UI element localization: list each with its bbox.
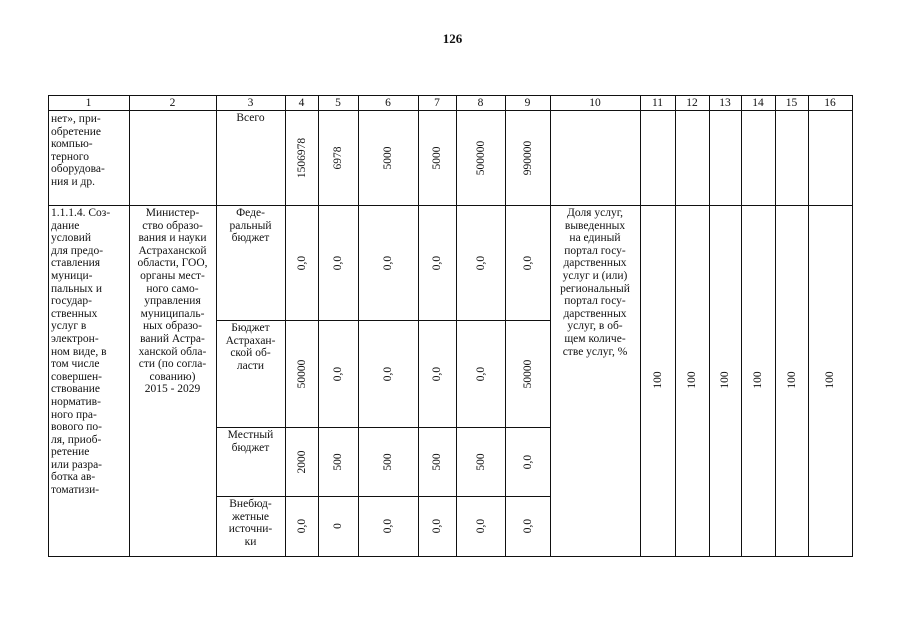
- indicator-description: Доля услуг, выведенных на единый портал госу- дарственных услуг и (или) региональный портал госу- дарственных услуг, в об- щем количе- стве услуг, %: [560, 207, 630, 358]
- prev-source-label: Всего: [236, 112, 265, 124]
- header-col-14: 14: [752, 97, 764, 109]
- header-col-11: 11: [651, 97, 664, 109]
- regional-budget-amount-col-7: 0,0: [431, 366, 443, 381]
- header-col-9: 9: [524, 97, 531, 109]
- target-value-col-16: 100: [824, 371, 836, 389]
- local-budget-label: Местный бюджет: [227, 429, 274, 454]
- regional-budget-amount-col-4: 50000: [295, 359, 308, 388]
- grid-line-h-top: [48, 95, 853, 96]
- grid-line-h-source-sep-1: [216, 427, 551, 428]
- grid-line-v-col-10-body: [640, 205, 641, 557]
- prev-activity-text: нет», при- обретение компью- терного оборудова- ния и др.: [51, 113, 105, 188]
- grid-line-h-row-separator: [48, 205, 853, 206]
- grid-line-v-col-13-prev: [741, 110, 742, 206]
- federal-budget-label: Феде- ральный бюджет: [229, 207, 272, 245]
- extrabudgetary-label: Внебюд- жетные источни- ки: [228, 498, 273, 548]
- header-col-10: 10: [589, 97, 601, 109]
- local-budget-amount-col-8: 500: [474, 452, 487, 471]
- grid-line-h-header-bottom: [48, 110, 853, 111]
- activity-description: 1.1.1.4. Соз- дание условий для предо- ставления муници- пальных и государ- ственных услуг в электрон- ном виде, в том числе совершен- ствование норматив- ного пра- вового по- ля, приоб- ретение или разра- ботка ав- томатизи-: [51, 207, 111, 497]
- prev-amount-col-5: 6978: [332, 146, 344, 169]
- extrabudgetary-amount-col-4: 0,0: [295, 518, 308, 534]
- regional-budget-amount-col-9: 50000: [521, 359, 534, 388]
- local-budget-amount-col-9: 0,0: [521, 454, 534, 469]
- prev-amount-col-7: 5000: [431, 146, 443, 169]
- grid-line-v-col-10-prev: [640, 110, 641, 206]
- grid-line-v-col-16: [852, 95, 853, 557]
- header-col-13: 13: [719, 97, 731, 109]
- grid-line-v-col-11-prev: [675, 110, 676, 206]
- local-budget-amount-col-4: 2000: [295, 450, 308, 473]
- header-col-6: 6: [385, 97, 391, 109]
- grid-line-v-col-2: [216, 95, 217, 557]
- grid-line-v-col-8: [505, 95, 506, 557]
- prev-amount-col-9: 990000: [521, 140, 534, 175]
- header-col-15: 15: [785, 97, 798, 109]
- page-number: 126: [442, 31, 463, 46]
- grid-line-v-col-0: [48, 95, 49, 557]
- extrabudgetary-amount-col-9: 0,0: [521, 518, 534, 534]
- header-col-16: 16: [824, 97, 836, 109]
- grid-line-v-col-14-prev: [775, 110, 776, 206]
- grid-line-h-bottom: [48, 556, 853, 557]
- federal-budget-amount-col-5: 0,0: [332, 255, 344, 270]
- header-col-5: 5: [335, 97, 341, 109]
- local-budget-amount-col-5: 500: [332, 452, 344, 471]
- extrabudgetary-amount-col-8: 0,0: [474, 518, 487, 534]
- grid-line-h-source-sep-0: [216, 320, 551, 321]
- grid-line-v-col-6: [418, 95, 419, 557]
- federal-budget-amount-col-9: 0,0: [521, 255, 534, 270]
- grid-line-v-col-12-prev: [709, 110, 710, 206]
- regional-budget-amount-col-6: 0,0: [382, 366, 394, 381]
- grid-line-v-col-1: [129, 95, 130, 557]
- regional-budget-label: Бюджет Астрахан- ской об- ласти: [225, 322, 276, 372]
- local-budget-amount-col-6: 500: [382, 452, 394, 471]
- grid-line-v-col-15-body: [808, 205, 809, 557]
- federal-budget-amount-col-8: 0,0: [474, 255, 487, 270]
- grid-line-v-col-13-body: [741, 205, 742, 557]
- target-value-col-11: 100: [651, 371, 664, 389]
- grid-line-v-col-14-body: [775, 205, 776, 557]
- header-col-7: 7: [434, 97, 440, 109]
- federal-budget-amount-col-7: 0,0: [431, 255, 443, 270]
- federal-budget-amount-col-6: 0,0: [382, 255, 394, 270]
- target-value-col-14: 100: [752, 371, 764, 389]
- grid-line-v-col-15-prev: [808, 110, 809, 206]
- grid-line-v-col-11-body: [675, 205, 676, 557]
- extrabudgetary-amount-col-6: 0,0: [382, 518, 394, 534]
- local-budget-amount-col-7: 500: [431, 452, 443, 471]
- header-col-4: 4: [298, 97, 305, 109]
- prev-amount-col-4: 1506978: [295, 137, 308, 178]
- extrabudgetary-amount-col-5: 0: [332, 523, 344, 529]
- grid-line-h-source-sep-2: [216, 496, 551, 497]
- prev-amount-col-8: 500000: [474, 140, 487, 175]
- regional-budget-amount-col-5: 0,0: [332, 366, 344, 381]
- header-col-1: 1: [85, 97, 92, 109]
- federal-budget-amount-col-4: 0,0: [295, 255, 308, 270]
- header-col-2: 2: [169, 97, 176, 109]
- target-value-col-12: 100: [686, 371, 698, 389]
- responsible-executors: Министер- ство образо- вания и науки Астраханской области, ГОО, органы мест- ного само- управления муниципаль- ных образо- ваний Астра- ханской обла- сти (по согла- сованию) 2015 - 2029: [137, 207, 208, 396]
- grid-line-v-col-4: [318, 95, 319, 557]
- header-col-12: 12: [686, 97, 698, 109]
- grid-line-v-col-3: [285, 95, 286, 557]
- extrabudgetary-amount-col-7: 0,0: [431, 518, 443, 534]
- header-col-8: 8: [477, 97, 484, 109]
- header-col-3: 3: [247, 97, 254, 109]
- grid-line-v-col-12-body: [709, 205, 710, 557]
- target-value-col-15: 100: [785, 371, 798, 389]
- prev-amount-col-6: 5000: [382, 146, 394, 169]
- grid-line-v-col-9: [550, 95, 551, 557]
- regional-budget-amount-col-8: 0,0: [474, 366, 487, 381]
- grid-line-v-col-5: [358, 95, 359, 557]
- grid-line-v-col-7: [456, 95, 457, 557]
- target-value-col-13: 100: [719, 371, 731, 389]
